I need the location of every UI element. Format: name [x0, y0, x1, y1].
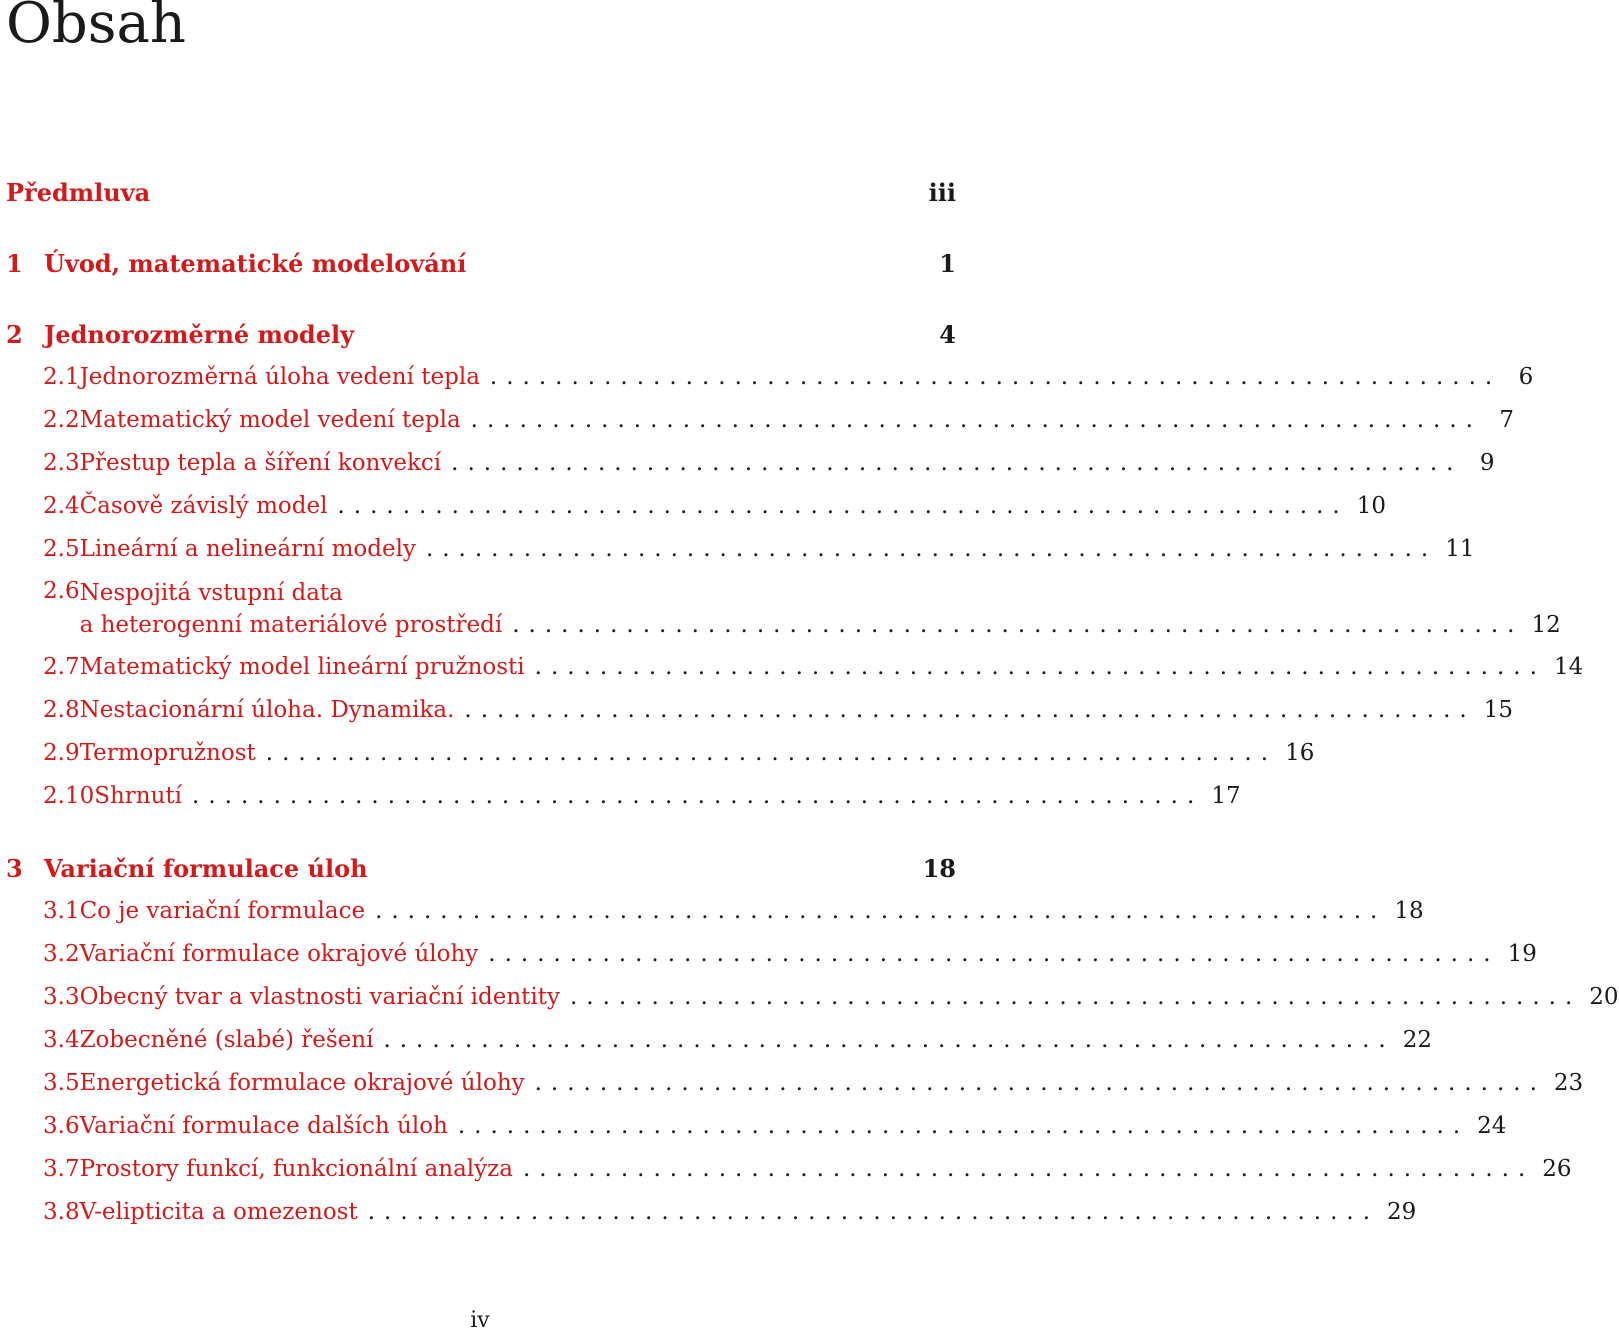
leader-dots: .............................................................. — [522, 1156, 1535, 1182]
toc-page: 1 — [939, 248, 956, 278]
toc-page: 19 — [1507, 941, 1537, 967]
leader-dots: .............................................................. — [534, 1070, 1546, 1096]
leader-dots: .............................................................. — [425, 536, 1438, 562]
toc-title: Jednorozměrná úloha vedení tepla — [79, 364, 480, 390]
toc-number: 3.2 — [43, 941, 80, 967]
toc-page: 12 — [1531, 612, 1561, 638]
toc-entry-2-5[interactable] — [43, 533, 1475, 565]
toc-number: 3.3 — [43, 984, 80, 1010]
toc-entry-2-8[interactable] — [43, 694, 1513, 726]
toc-number: 2.4 — [43, 493, 80, 519]
toc-entry-preface[interactable] — [6, 175, 956, 209]
toc-number: 2.6 — [43, 578, 80, 604]
toc-number: 2.2 — [43, 407, 80, 433]
toc-title-line-2: a heterogenní materiálové prostředí — [79, 612, 503, 638]
toc-page: 16 — [1285, 740, 1315, 766]
toc-entry-3-5[interactable] — [43, 1067, 1584, 1099]
toc-page: 11 — [1445, 536, 1475, 562]
toc-number: 3.4 — [43, 1027, 80, 1053]
toc-number: 3 — [6, 853, 23, 883]
leader-dots: .............................................................. — [367, 1199, 1380, 1225]
toc-number: 2.10 — [43, 783, 95, 809]
toc-number: 1 — [6, 248, 23, 278]
leader-dots: .............................................................. — [451, 450, 1463, 476]
toc-page: 29 — [1387, 1199, 1417, 1225]
toc-title: Prostory funkcí, funkcionální analýza — [79, 1156, 513, 1182]
toc-number: 2.1 — [43, 364, 80, 390]
toc-number: 3.1 — [43, 898, 80, 924]
toc-entry-2-7[interactable] — [43, 651, 1584, 683]
leader-dots: .............................................................. — [464, 697, 1476, 723]
toc-entry-chapter-1[interactable] — [6, 246, 956, 280]
toc-number: 2.7 — [43, 654, 80, 680]
leader-dots: .............................................................. — [265, 740, 1278, 766]
leader-dots: .............................................................. — [488, 941, 1500, 967]
toc-page: iii — [928, 177, 956, 207]
toc-number: 3.7 — [43, 1156, 80, 1182]
toc-page: 9 — [1479, 450, 1495, 476]
leader-dots: .............................................................. — [337, 493, 1349, 519]
toc-title: Termopružnost — [79, 740, 256, 766]
toc-title: Předmluva — [6, 177, 151, 207]
toc-title: Lineární a nelineární modely — [79, 536, 416, 562]
toc-page: 20 — [1589, 984, 1619, 1010]
page-number: iv — [470, 1308, 490, 1333]
toc-entry-3-3[interactable] — [43, 981, 1619, 1013]
toc-page: 18 — [922, 853, 956, 883]
toc-title: Jednorozměrné modely — [44, 319, 355, 349]
leader-dots: .............................................................. — [470, 407, 1482, 433]
toc-page: 4 — [939, 319, 956, 349]
toc-page: 15 — [1483, 697, 1513, 723]
toc-page: 10 — [1356, 493, 1387, 519]
toc-number: 2.8 — [43, 697, 80, 723]
leader-dots: .............................................................. — [457, 1113, 1470, 1139]
page-title: Obsah — [6, 0, 186, 56]
toc-number: 2.9 — [43, 740, 80, 766]
toc-page: 24 — [1477, 1113, 1507, 1139]
toc-entry-3-8[interactable] — [43, 1196, 1417, 1228]
toc-entry-2-2[interactable] — [43, 404, 1514, 436]
toc-title: Obecný tvar a vlastnosti variační identity — [79, 984, 560, 1010]
toc-title: Energetická formulace okrajové úlohy — [79, 1070, 525, 1096]
toc-page: 6 — [1518, 364, 1534, 390]
leader-dots: .............................................................. — [375, 898, 1387, 924]
toc-number: 3.5 — [43, 1070, 80, 1096]
toc-title: Časově závislý model — [79, 493, 328, 519]
toc-page: 22 — [1402, 1027, 1433, 1053]
toc-page: 26 — [1542, 1156, 1572, 1182]
toc-entry-2-4[interactable] — [43, 490, 1387, 522]
leader-dots: .............................................................. — [383, 1027, 1395, 1053]
toc-number: 3.8 — [43, 1199, 80, 1225]
toc-entry-chapter-3[interactable] — [6, 851, 956, 885]
toc-page: 14 — [1553, 654, 1584, 680]
leader-dots: .............................................................. — [489, 364, 1502, 390]
toc-title: Úvod, matematické modelování — [44, 248, 467, 278]
toc-title: Variační formulace dalších úloh — [79, 1113, 448, 1139]
toc-entry-2-10[interactable] — [43, 780, 1241, 812]
toc-number: 2.3 — [43, 450, 80, 476]
toc-number: 2.5 — [43, 536, 80, 562]
leader-dots: .............................................................. — [192, 783, 1204, 809]
toc-title: Variační formulace okrajové úlohy — [79, 941, 479, 967]
toc-page: 23 — [1553, 1070, 1584, 1096]
toc-title: Variační formulace úloh — [44, 853, 368, 883]
leader-dots: .............................................................. — [512, 612, 1524, 638]
toc-title: Zobecněné (slabé) řešení — [79, 1027, 374, 1053]
toc-page: 7 — [1499, 407, 1514, 433]
toc-entry-3-6[interactable] — [43, 1110, 1507, 1142]
toc-page: 18 — [1394, 898, 1424, 924]
toc-title-line-1: Nespojitá vstupní data — [79, 580, 343, 606]
toc-title: Přestup tepla a šíření konvekcí — [79, 450, 442, 476]
leader-dots: .............................................................. — [570, 984, 1582, 1010]
toc-entry-2-3[interactable] — [43, 447, 1495, 479]
toc-title: Nestacionární úloha. Dynamika. — [79, 697, 455, 723]
toc-entry-chapter-2[interactable] — [6, 317, 956, 351]
toc-title: Co je variační formulace — [79, 898, 366, 924]
toc-title: V-elipticita a omezenost — [79, 1199, 358, 1225]
leader-dots: .............................................................. — [534, 654, 1546, 680]
toc-entry-3-4[interactable] — [43, 1024, 1433, 1056]
toc-title: Shrnutí — [94, 783, 183, 809]
toc-title — [80, 577, 503, 641]
toc-entry-3-7[interactable] — [43, 1153, 1572, 1185]
toc-number: 3.6 — [43, 1113, 80, 1139]
toc-entry-2-6[interactable] — [43, 575, 1561, 641]
toc-entry-3-2[interactable] — [43, 938, 1537, 970]
toc-entry-3-1[interactable] — [43, 895, 1424, 927]
toc-title: Matematický model lineární pružnosti — [79, 654, 525, 680]
toc-entry-2-9[interactable] — [43, 737, 1315, 769]
toc-number: 2 — [6, 319, 23, 349]
toc-page: 17 — [1211, 783, 1241, 809]
toc-title: Matematický model vedení tepla — [79, 407, 461, 433]
toc-entry-2-1[interactable] — [43, 361, 1534, 393]
